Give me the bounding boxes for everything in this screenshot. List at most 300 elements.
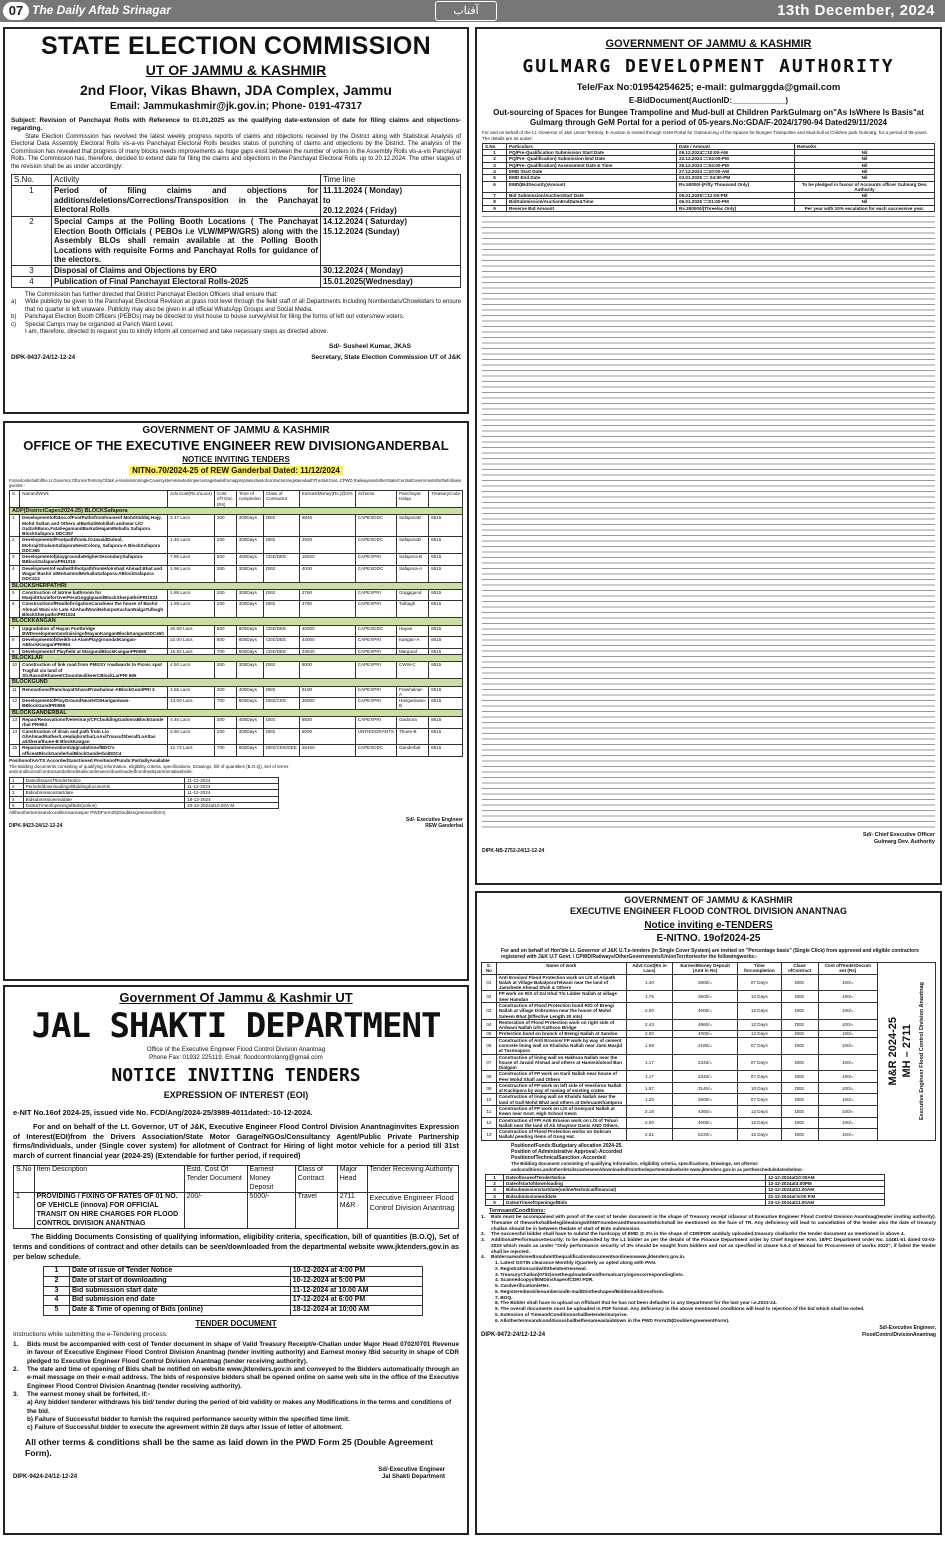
table-cell: 09 bbox=[482, 1082, 497, 1094]
table-cell: 300 bbox=[214, 662, 236, 679]
col-header: S. No bbox=[482, 963, 497, 975]
col-header: S. bbox=[10, 491, 20, 508]
table-cell: DEE/CEE/DEE bbox=[263, 745, 299, 757]
table-cell: 8515 bbox=[429, 648, 463, 654]
table-cell: 8515 bbox=[429, 589, 463, 601]
table-cell: 100/= bbox=[818, 1031, 877, 1037]
signatory: Sd/-Executive Engineer bbox=[378, 1466, 445, 1473]
nit-number: E-NITNO. 19of2024-25 bbox=[656, 933, 761, 944]
group-row bbox=[10, 709, 463, 716]
masthead-logo: آفتاب bbox=[435, 1, 497, 21]
table-row bbox=[10, 537, 463, 554]
table-cell: 2180/= bbox=[673, 1037, 738, 1054]
table-cell: Bid submission end date bbox=[70, 1296, 291, 1306]
table-cell: 2711 M&R bbox=[337, 1193, 367, 1229]
table-cell: 200 bbox=[214, 537, 236, 554]
table-row bbox=[482, 1037, 878, 1054]
cell-activity: Disposal of Claims and Objections by ERO bbox=[52, 265, 321, 276]
dates-table bbox=[485, 1174, 885, 1206]
ad-subtitle: UT OF JAMMU & KASHMIR bbox=[145, 62, 327, 78]
table-cell: 11-12-2024 bbox=[185, 777, 279, 783]
table-cell: To be pledged in favour of Accounts officer Gulmarg Dev. Authority bbox=[795, 181, 935, 193]
table-cell: 1 bbox=[14, 1193, 35, 1229]
table-cell: 1 bbox=[44, 1267, 70, 1277]
col-header: Panchayat Halqa bbox=[396, 491, 428, 508]
col-header: TreasuryCode bbox=[429, 491, 463, 508]
group-row bbox=[10, 618, 463, 625]
table-cell: Nil bbox=[795, 199, 935, 205]
table-cell: 6 bbox=[483, 181, 507, 193]
table-cell: 100/= bbox=[818, 1106, 877, 1118]
table-cell: DEE bbox=[781, 1037, 818, 1054]
table-cell: DEE bbox=[263, 686, 299, 698]
item-text: Bids must be accompanied with proof of the cost of tender document in the shape of Treasury receipt infavour of Executive Engineer Flood Control Division Anantnag(tender inviting authority). Thename of theworkshallbelegiblealongwithNITnumberandtheamountwhichshall be mentioned on the face of TR. Any deficiency will lead to cancellation of the tender also the date of treasury challan should be in between thedate of start of Bids submission. bbox=[491, 1215, 936, 1232]
col-header: S.No bbox=[483, 143, 507, 149]
table-cell: 100/= bbox=[818, 1129, 877, 1141]
point-marker: b) bbox=[11, 314, 17, 321]
table-row bbox=[44, 1286, 423, 1296]
page-number: 07 bbox=[3, 2, 29, 20]
table-cell: 2.18 bbox=[626, 1106, 672, 1118]
table-row bbox=[10, 745, 463, 757]
table-cell: DEE bbox=[263, 728, 299, 745]
table-cell: DEE bbox=[781, 1019, 818, 1031]
table-cell: 5 bbox=[483, 175, 507, 181]
table-cell: UNTIEDGRANTS bbox=[355, 728, 396, 745]
term-subitem: 6. RegisteredmobilenumberandE-mailIDintheshapeofBiddersaddressform. bbox=[495, 1289, 664, 1295]
table-cell: 300Days bbox=[236, 515, 263, 537]
signatory-designation: REW Ganderbal bbox=[425, 823, 463, 830]
table-cell: 600Days bbox=[236, 637, 263, 649]
cell-timeline: 30.12.2024 ( Monday) bbox=[321, 265, 461, 276]
group-row bbox=[10, 679, 463, 686]
table-cell: SafaporaD bbox=[396, 537, 428, 554]
item-text: Bids must be accompanied with cost of Tender document in shape of Valid Treasury Receipt/e-Challan under Major Head 0702/0701 Revenue in favour of Executive Engineer Flood Control Division Anantnag (tender inviting authority) and Earnest money /Bid security in shape of CDR pledged to Executive Engineer Flood Control Division Anantnag (tender receiving authority). bbox=[27, 1340, 459, 1365]
instruction-item bbox=[13, 1391, 459, 1399]
table-cell: 03 bbox=[482, 1002, 497, 1019]
table-cell: 4000/= bbox=[673, 1031, 738, 1037]
table-cell: Date of issue of Tender Notice bbox=[70, 1267, 291, 1277]
item-text: Biddersareadvisedtosubmitthequalificationdocumentsonlineonwww.jktenders.gov.in. bbox=[491, 1255, 686, 1261]
table-cell: 04 bbox=[482, 1019, 497, 1031]
table-cell: 20-12-2024at10.00A.M bbox=[185, 803, 279, 809]
table-cell: Bid submission start date bbox=[70, 1286, 291, 1296]
table-cell: 3140/= bbox=[673, 1082, 738, 1094]
table-cell: DevelopmentofplaygroundatHigherSecondarySafapora-BBlockSafaporaPRI1015 bbox=[20, 554, 168, 566]
table-row bbox=[486, 1199, 885, 1205]
table-cell: 8515 bbox=[429, 686, 463, 698]
group-name: BLOCKGUND bbox=[10, 679, 463, 686]
table-cell: 300 bbox=[214, 686, 236, 698]
table-cell: 8515 bbox=[429, 698, 463, 710]
table-cell: 40000 bbox=[299, 625, 355, 637]
table-row bbox=[10, 716, 463, 728]
table-cell: 2.00 bbox=[626, 1002, 672, 1019]
table-cell: 4.46 Lacs bbox=[168, 716, 215, 728]
cell-activity: Period of filing claims and objections for additions/deletions/Corrections/Transposition in the Panchayat Electoral Rolls bbox=[52, 186, 321, 217]
table-cell: 2.50 Lacs bbox=[168, 728, 215, 745]
table-cell: 2.61 bbox=[626, 1129, 672, 1141]
table-cell: 2500/= bbox=[673, 1094, 738, 1106]
table-cell: 2 bbox=[483, 156, 507, 162]
fund-position: PositionofAA/TS:AccordedSanctioned PositionofFunds:PartiallyAvailable bbox=[9, 757, 170, 763]
table-cell: CEE/DEE bbox=[263, 554, 299, 566]
table-cell: DEE bbox=[781, 1117, 818, 1129]
table-cell: Bid Submission/AuctionStart Date bbox=[507, 193, 677, 199]
table-cell: 3 bbox=[483, 162, 507, 168]
table-cell: 500Days bbox=[236, 745, 263, 757]
table-cell: 12 Days bbox=[738, 1106, 781, 1118]
cell-timeline: 15.01.2025(Wednesday) bbox=[321, 276, 461, 287]
table-cell: 9 bbox=[483, 205, 507, 211]
table-cell: DateofissueofTenderNotice bbox=[23, 777, 185, 783]
table-cell: 9 bbox=[10, 648, 20, 654]
table-cell: 1.46 Lacs bbox=[168, 537, 215, 554]
col-header: S.No bbox=[14, 1166, 35, 1193]
item-text: The earnest money shall be forfeited, if:- bbox=[27, 1390, 150, 1398]
table-cell: DEE bbox=[781, 991, 818, 1003]
table-cell: 4 bbox=[483, 169, 507, 175]
table-cell: Construction of Flood Protection bund R/O of Brengi Nallah at village Dobrumna near the house of Mohd Saleem Bhat (Effective Length 30 mts) bbox=[496, 1002, 626, 1019]
table-cell: 11 bbox=[10, 686, 20, 698]
instruction-item bbox=[13, 1341, 459, 1366]
table-cell: DEE bbox=[781, 1106, 818, 1118]
table-cell: 9000 bbox=[299, 662, 355, 679]
table-row bbox=[10, 662, 463, 679]
table-cell: 12-12-2024at4:00PM bbox=[766, 1181, 885, 1187]
table-cell: DEE bbox=[263, 565, 299, 582]
table-cell: CAPEXPRI bbox=[355, 698, 396, 710]
table-cell: CAPEXPRI bbox=[355, 648, 396, 654]
terms-heading: TermsandConditions: bbox=[489, 1208, 546, 1215]
term-subitem: 9. The overall documents must be uploaded in PDF format. Any deficiency in the above mentioned conditions will lead to rejection of the bid which shall be noted. bbox=[495, 1307, 865, 1312]
table-cell: 07 Days bbox=[738, 1054, 781, 1071]
ad-tail: Alltheothertermsandconditionsareasper PWDForm25(Doublengreementform) bbox=[9, 810, 166, 816]
table-cell: 300Days bbox=[236, 589, 263, 601]
table-row bbox=[482, 1082, 878, 1094]
table-cell: 4 bbox=[486, 1193, 504, 1199]
table-cell: 3 bbox=[10, 790, 24, 796]
col-header: Class ofContract bbox=[781, 963, 818, 975]
table-row bbox=[483, 156, 935, 162]
table-cell: Upgradation of Hayan Footbridge BWDevelopmentandraisingofHayanKanganBlockKanganDDC460 bbox=[20, 625, 168, 637]
schedule-table bbox=[11, 174, 461, 288]
table-cell: CAPEXDDC bbox=[355, 745, 396, 757]
table-cell: Developmentof-wallwithfootpathfromH/oIrshad Ahmad Bhat and Wagar Bashir atMohammdMohallaSafapora-ABlockSafapora DDC413 bbox=[20, 565, 168, 582]
group-name: ADP(DistrictCapex2024-25) BLOCKSafapora bbox=[10, 507, 463, 514]
table-cell: 16.82 Lacs bbox=[168, 648, 215, 654]
table-row bbox=[482, 974, 878, 991]
table-cell: CAPEXDDC bbox=[355, 515, 396, 537]
item-text: AdditionalPerformanceSecurity: to be deposited by the L1 bidder as per the details of the Finance Department order by Chief Engineer Kmr. 18/FC Department order No. 14481-51 dated 03-03-2023 which reads as under "Only performance security of 3% should be sought from bidders and not as specified in clause 5.6.4 of Manual for Procurement of works 2022", if failed the tender shall be rejected. bbox=[491, 1238, 936, 1255]
table-cell: 23-12-2024at11.00AM bbox=[766, 1199, 885, 1205]
table-cell: Gadoora bbox=[396, 716, 428, 728]
term-subitem: 5. Extension of TimeandConditionsshallbetenderisurprise. bbox=[495, 1312, 628, 1318]
table-cell: 13 bbox=[482, 1129, 497, 1141]
point-item bbox=[11, 314, 461, 322]
table-cell: 11-12-2024 at 10.00 AM bbox=[290, 1286, 422, 1296]
table-cell: 1 bbox=[486, 1174, 504, 1180]
ad-contact: Phone Fax: 01932 225119. Email: floodcontrolanrg@gmail.com bbox=[149, 1054, 323, 1061]
col-header: Earnest Money Deposit bbox=[247, 1166, 295, 1193]
table-row bbox=[482, 991, 878, 1003]
instruction-subitem: b) Failure of Successful bidder to furnish the required performance security within the specified time limit. bbox=[27, 1415, 350, 1423]
table-cell: 01 bbox=[482, 974, 497, 991]
table-cell: 2.00 bbox=[626, 1117, 672, 1129]
ad-flood-control-anantnag bbox=[475, 891, 942, 1535]
instruction-subitem: c) Failure of Successful bidder to execute the agreement within 28 days after Issue of letter of allotment. bbox=[27, 1424, 344, 1432]
table-cell: DEE bbox=[781, 1082, 818, 1094]
sanction-position: PositionofTechnicalSanction:-Accorded bbox=[511, 1155, 606, 1162]
table-cell: 7 bbox=[10, 625, 20, 637]
table-cell: Construction of drain and path from L/o GhAhmadRather/LoHaliqbirathu/LoAsifYousufSheraf/LoAltas adShera/thune-B BlockKangan bbox=[20, 728, 168, 745]
table-cell: 08 bbox=[482, 1071, 497, 1083]
col-header: Adv.Cost(Rs.InLacs) bbox=[168, 491, 215, 508]
col-header: Estd. Cost Of Tender Document bbox=[184, 1166, 247, 1193]
ad-eoi: EXPRESSION OF INTEREST (EOI) bbox=[163, 1090, 309, 1101]
table-cell: 5 bbox=[486, 1199, 504, 1205]
table-cell: 8515 bbox=[429, 745, 463, 757]
table-cell: Anti Erosion/ Flood Protection work on L/S of Aripath Nalah at Village BakalporaTelwani near the land of Jamshede Ahmad Shah & Others bbox=[496, 974, 626, 991]
cell-sno: 3 bbox=[12, 265, 52, 276]
table-cell: 12-12-2024at11.00AM bbox=[766, 1187, 885, 1193]
table-row bbox=[10, 637, 463, 649]
table-cell: DEE bbox=[781, 1031, 818, 1037]
auction-table bbox=[482, 143, 935, 212]
table-cell: DEE bbox=[781, 1094, 818, 1106]
signatory-designation: Secretary, State Election Commission UT of J&K bbox=[311, 354, 461, 362]
table-cell: 100/= bbox=[818, 1019, 877, 1031]
table-row bbox=[482, 1106, 878, 1118]
table-cell: 1.17 bbox=[626, 1054, 672, 1071]
table-cell: 700 bbox=[214, 648, 236, 654]
table-cell: 06.01.2025 ==01:00-PM bbox=[677, 199, 795, 205]
table-cell: Bidsubmissionstartdate(online/technical/financial) bbox=[504, 1187, 766, 1193]
table-cell: 2800/= bbox=[673, 974, 738, 991]
col-header: Scheme bbox=[355, 491, 396, 508]
ad-note: The Commission has further directed that District Panchayat Election Officers shall ensure that: bbox=[25, 291, 278, 298]
ad-gov: Government Of Jammu & Kashmir UT bbox=[119, 990, 353, 1005]
point-text: Wide publicity be given to the Panchayat Electoral Revision at grass root level through the field staff of all Departments Including Numberdars/Chowkidars to ensure that no quarter is left unaware. Publicity may also be given in all official WhatsApp Groups and Social Media. bbox=[25, 299, 461, 313]
table-cell: DEE bbox=[263, 601, 299, 618]
table-cell: 1 bbox=[10, 777, 24, 783]
table-cell: 12.73 Lacs bbox=[168, 745, 215, 757]
table-cell: 4 bbox=[44, 1296, 70, 1306]
table-cell: 4 bbox=[10, 796, 24, 802]
term-subitem: 8. The Bidder shall have to upload an Affidavit that he has not been defaulter in any Department for the last year i.e.2023-24. bbox=[495, 1301, 777, 1307]
col-header: Advt.Cost(Rs in Lacs) bbox=[626, 963, 672, 975]
table-cell: 15 Days bbox=[738, 1129, 781, 1141]
table-cell: CAPEXPRI bbox=[355, 554, 396, 566]
table-cell: 300Days bbox=[236, 601, 263, 618]
tender-authority: Executive Engineer Flood Control Division Anantnag bbox=[918, 982, 925, 1121]
table-cell: Construction of FP work on L/S of Goniyard Nallah at Kewn near Govt. High School Kewn bbox=[496, 1106, 626, 1118]
table-cell: Construction of lining wall on Khalshi Nallah near the land of Gull Mohd Bhat and others at DehruanKhantpora bbox=[496, 1094, 626, 1106]
table-cell: DevelopmentofFootpathfromL/OJavaidDulool, Mohraj/GhulamSafaporaNewColony, Safapora-A BlockSafapora DDC365 bbox=[20, 537, 168, 554]
table-cell: 25460 bbox=[299, 745, 355, 757]
table-cell: 13.00 Lacs bbox=[168, 698, 215, 710]
table-cell: 500Days bbox=[236, 698, 263, 710]
ad-bid-document: E-BidDocument(AuctionID:____________) bbox=[628, 95, 789, 105]
table-row bbox=[482, 1117, 878, 1129]
table-cell: 3 bbox=[44, 1286, 70, 1296]
table-cell: 100/= bbox=[818, 1094, 877, 1106]
table-cell: 500 bbox=[214, 554, 236, 566]
ad-gov: GOVERNMENT OF JAMMU & KASHMIR bbox=[624, 895, 793, 905]
table-cell: 07 Days bbox=[738, 1094, 781, 1106]
table-cell: Protection bund on branch of Brengi Nallah at Sandoo bbox=[496, 1031, 626, 1037]
table-cell: 5000/- bbox=[247, 1193, 295, 1229]
table-row bbox=[10, 698, 463, 710]
signatory: Sd/- Susheel Kumar, JKAS bbox=[329, 342, 411, 350]
table-cell: Reserve Bid Amount bbox=[507, 205, 677, 211]
col-header: Item Description bbox=[34, 1166, 184, 1193]
table-cell: DEE bbox=[781, 1002, 818, 1019]
table-cell: 300Days bbox=[236, 728, 263, 745]
table-cell: Frawhalnar-A bbox=[396, 686, 428, 698]
col-header: Cost ofT.Doc.(Rs) bbox=[214, 491, 236, 508]
table-cell: 400Days bbox=[236, 716, 263, 728]
table-cell: 500Days bbox=[236, 648, 263, 654]
table-cell: 300 bbox=[214, 515, 236, 537]
table-cell: CAPEXPRI bbox=[355, 662, 396, 679]
signatory-designation: Gulmarg Dev. Authority bbox=[873, 838, 935, 845]
instruction-item bbox=[13, 1366, 459, 1391]
table-row bbox=[482, 1002, 878, 1019]
table-cell: Executive Engineer Flood Control Division Anantnag bbox=[367, 1193, 458, 1229]
table-cell: Developmentof Playfield at MargundBlockKanganPRI995 bbox=[20, 648, 168, 654]
cell-sno: 4 bbox=[12, 276, 52, 287]
col-header: Class of Contractor bbox=[263, 491, 299, 508]
table-cell: 1.98 Lacs bbox=[168, 565, 215, 582]
col-header: Time forcompletion bbox=[738, 963, 781, 975]
table-cell: 2340/= bbox=[673, 1054, 738, 1071]
table-cell: 8515 bbox=[429, 515, 463, 537]
nit-number: e-NIT No.16of 2024-25, issued vide No. FCD/Ang/2024-25/3989-4011dated:-10-12-2024. bbox=[13, 1107, 313, 1117]
dipk-number: DIPK-9437-24/12-12-24 bbox=[11, 355, 76, 362]
table-cell: 33640 bbox=[299, 648, 355, 654]
table-cell: 3 bbox=[486, 1187, 504, 1193]
dipk-number: DIPK-9472-24/12-12-24 bbox=[481, 1331, 546, 1338]
item-number: 2. bbox=[13, 1365, 19, 1373]
term-item bbox=[481, 1238, 936, 1255]
table-cell: 20.00 Lacs bbox=[168, 625, 215, 637]
table-row bbox=[483, 162, 935, 168]
table-cell: Travel bbox=[295, 1193, 337, 1229]
table-cell: Repair/RenovationofVeterinary/CFCbuildingGadooraBlockGande rbal PRI963 bbox=[20, 716, 168, 728]
point-item bbox=[11, 299, 461, 314]
table-cell: 12 Days bbox=[738, 1117, 781, 1129]
table-cell: Date&TimeofopeningofBids(online) bbox=[23, 803, 185, 809]
ad-body: For and on behalf of the Lt. Governor, UT of J&K, Executive Engineer Flood Control Division Anantnaginvites Expression of Interest(EOI)from the Drivers Association/State Motor Garage/NGOs/Consultancy Agent/Public Private Partnership firms/Individuals, under (Single cover system) for allotment of Contract for Hiring of light motor vehicle for a period till 31st march of current financial year (2024-25) (Extendable for further period, if required) bbox=[13, 1121, 459, 1161]
table-cell: 700 bbox=[214, 745, 236, 757]
ad-closing: I am, therefore, directed to request you to kindly inform all concerned and take necessary steps as directed above. bbox=[25, 329, 329, 336]
cell-activity: Special Camps at the Polling Booth Locations ( The Panchayat Election Booth Officials ( PEBOs i.e VLW/MPW/GRS) along with the Assembly BLOs shall remain available at the Polling Booth Locations with requisite Forms and Panchayat Rolls for guidance of the electors. bbox=[52, 217, 321, 266]
table-cell: 17-12-2024 at 6:00 PM bbox=[290, 1296, 422, 1306]
table-cell: Rs.50000/-(Fifty Thousand Only) bbox=[677, 181, 795, 193]
ad-dept: JAL SHAKTI DEPARTMENT bbox=[31, 1006, 441, 1047]
table-cell: Construction of latrine bathroom for MasjidSharieforOverPeraGoggiguandBlockSherpathriPRI1023 bbox=[20, 589, 168, 601]
table-cell: CEE/DEE bbox=[263, 637, 299, 649]
item-number: 4. bbox=[481, 1255, 486, 1261]
fund-position: PositionofFunds:Budgetary allocation 2024-25. bbox=[511, 1142, 623, 1149]
table-cell: 07 bbox=[482, 1054, 497, 1071]
dipk-number: DIPK-9424-24/12-12-24 bbox=[13, 1474, 78, 1481]
table-cell: DEE bbox=[263, 515, 299, 537]
table-cell: PROVIDING / FIXING OF RATES OF 01 NO. OF VEHICLE (innova) FOR OFFICIAL TRANSIT ON HIRE CHARGES FOR FLOOD CONTROL DIVISION ANANTNAG bbox=[34, 1193, 184, 1229]
table-cell: 1.88 Lacs bbox=[168, 589, 215, 601]
table-cell: Goggigund bbox=[396, 589, 428, 601]
table-cell: 600Days bbox=[236, 625, 263, 637]
table-cell: Construction of FP work on left side of Veeshiroo Nallah at Kachipora by way of raising of existing crates bbox=[496, 1082, 626, 1094]
table-cell: PQ/Pre- Qualification) Submission End Date bbox=[507, 156, 677, 162]
table-cell: 300Days bbox=[236, 537, 263, 554]
item-number: 3. bbox=[481, 1238, 486, 1243]
ad-address: 2nd Floor, Vikas Bhawn, JDA Complex, Jammu bbox=[80, 81, 392, 98]
table-cell: 3.47 Lacs bbox=[168, 515, 215, 537]
table-cell: 6 bbox=[10, 601, 20, 618]
item-number: 1. bbox=[13, 1340, 19, 1348]
table-cell: 8 bbox=[483, 199, 507, 205]
table-cell: 1.75 bbox=[626, 991, 672, 1003]
ad-title: Out-sourcing of Spaces for Bungee Trampoline and Mud-bull at Children ParkGulmarg on"As IsWhere Is Basis"at Gulmarg through GeM Portal for a period of 05-years.No:GDA/F-2024/1790-94 Dated29/11/2024 bbox=[493, 107, 924, 128]
table-row bbox=[12, 217, 461, 266]
ad-office: EXECUTIVE ENGINEER FLOOD CONTROL DIVISION ANANTNAG bbox=[569, 906, 848, 917]
signatory: Sd/- Executive Engineer bbox=[406, 817, 463, 824]
table-cell: 100/= bbox=[818, 1054, 877, 1071]
item-number: 1. bbox=[481, 1215, 486, 1220]
table-cell: Construction of FP/ Anti Erosion work on L/S of Tohari Nallah near the land of Ab Ghaymor Danis AND Others. bbox=[496, 1117, 626, 1129]
table-cell: 07 Days bbox=[738, 1037, 781, 1054]
col-timeline: Time line bbox=[321, 175, 461, 186]
table-cell: 8515 bbox=[429, 625, 463, 637]
table-cell: Margund bbox=[396, 648, 428, 654]
table-cell: 3500/= bbox=[673, 991, 738, 1003]
table-cell: 3760 bbox=[299, 589, 355, 601]
signatory-designation: Jal Shakti Department bbox=[381, 1474, 445, 1481]
table-cell: 18-12-2024 at 10:00 AM bbox=[290, 1306, 422, 1316]
table-cell: CAPEXPRI bbox=[355, 637, 396, 649]
table-cell: 12 bbox=[10, 698, 20, 710]
point-item bbox=[11, 322, 461, 330]
ad-intro: State Election Commission has revolved the latest weekly progress reports of claims and objections received by the District along with Statistical Analysis of Electoral Data Assembly Electoral Rolls vis-a-vis Panchayat Electoral Rolls besides status of punching of claims and objections by the District. The analysis of the Commission has revealed that progress of many blocks needs improvements as huge gaps exist between the number of voters in the Assembly Rolls vis-a-vis Panchayat Rolls. The Commission has, therefore, decided to extend date for filing the claims and objections in the Panchayat Electoral Rolls up to 20.12.2024. The other stages of the revision shall be as under accordingly: bbox=[11, 133, 461, 170]
tender-document-heading: TENDER DOCUMENT bbox=[195, 1318, 277, 1328]
table-cell: RenovationofPanchayatGharatFrawhalnar-ABlockGundPRI 3 bbox=[20, 686, 168, 698]
table-cell: 10 bbox=[10, 662, 20, 679]
table-cell: 8515 bbox=[429, 601, 463, 618]
ad-office: Office of the Executive Engineer Flood Control Division Anantnag bbox=[146, 1046, 326, 1054]
table-cell: DevelopmentofSheikh-ul-AlamPlaygroundatKangan-ABlockKanganPRI994 bbox=[20, 637, 168, 649]
signatory-designation: FloodControlDivisionAnantnag bbox=[862, 1331, 936, 1338]
table-cell: 100/= bbox=[818, 1082, 877, 1094]
table-cell: 10 bbox=[482, 1094, 497, 1106]
table-cell: 1.57 bbox=[626, 1082, 672, 1094]
table-cell: Restoration of Flood Protection work on right side of Ardwani Nallah U/S Kathsoo Bridge bbox=[496, 1019, 626, 1031]
table-cell: 4000/= bbox=[673, 1117, 738, 1129]
table-cell: EMD End Date bbox=[507, 175, 677, 181]
major-head: M&R 2024-25 MH – 2711 bbox=[887, 1017, 914, 1086]
issue-date: 13th December, 2024 bbox=[777, 2, 935, 19]
table-cell: 2 bbox=[10, 784, 24, 790]
table-cell: DEE/CEE bbox=[263, 698, 299, 710]
table-cell: 2 bbox=[486, 1181, 504, 1187]
table-cell: Thune-B bbox=[396, 728, 428, 745]
nit-number: NITNo.70/2024-25 of REW Ganderbal Dated: 11/12/2024 bbox=[129, 466, 343, 475]
table-cell: Repairandrenovation/UpgradationofBDO's officeatBlockGanderbalBlockGanderbalDDC4 bbox=[20, 745, 168, 757]
table-row bbox=[10, 565, 463, 582]
table-cell: CEE/DEE bbox=[263, 648, 299, 654]
table-cell: 05.01.2025==12:00-PM bbox=[677, 193, 795, 199]
